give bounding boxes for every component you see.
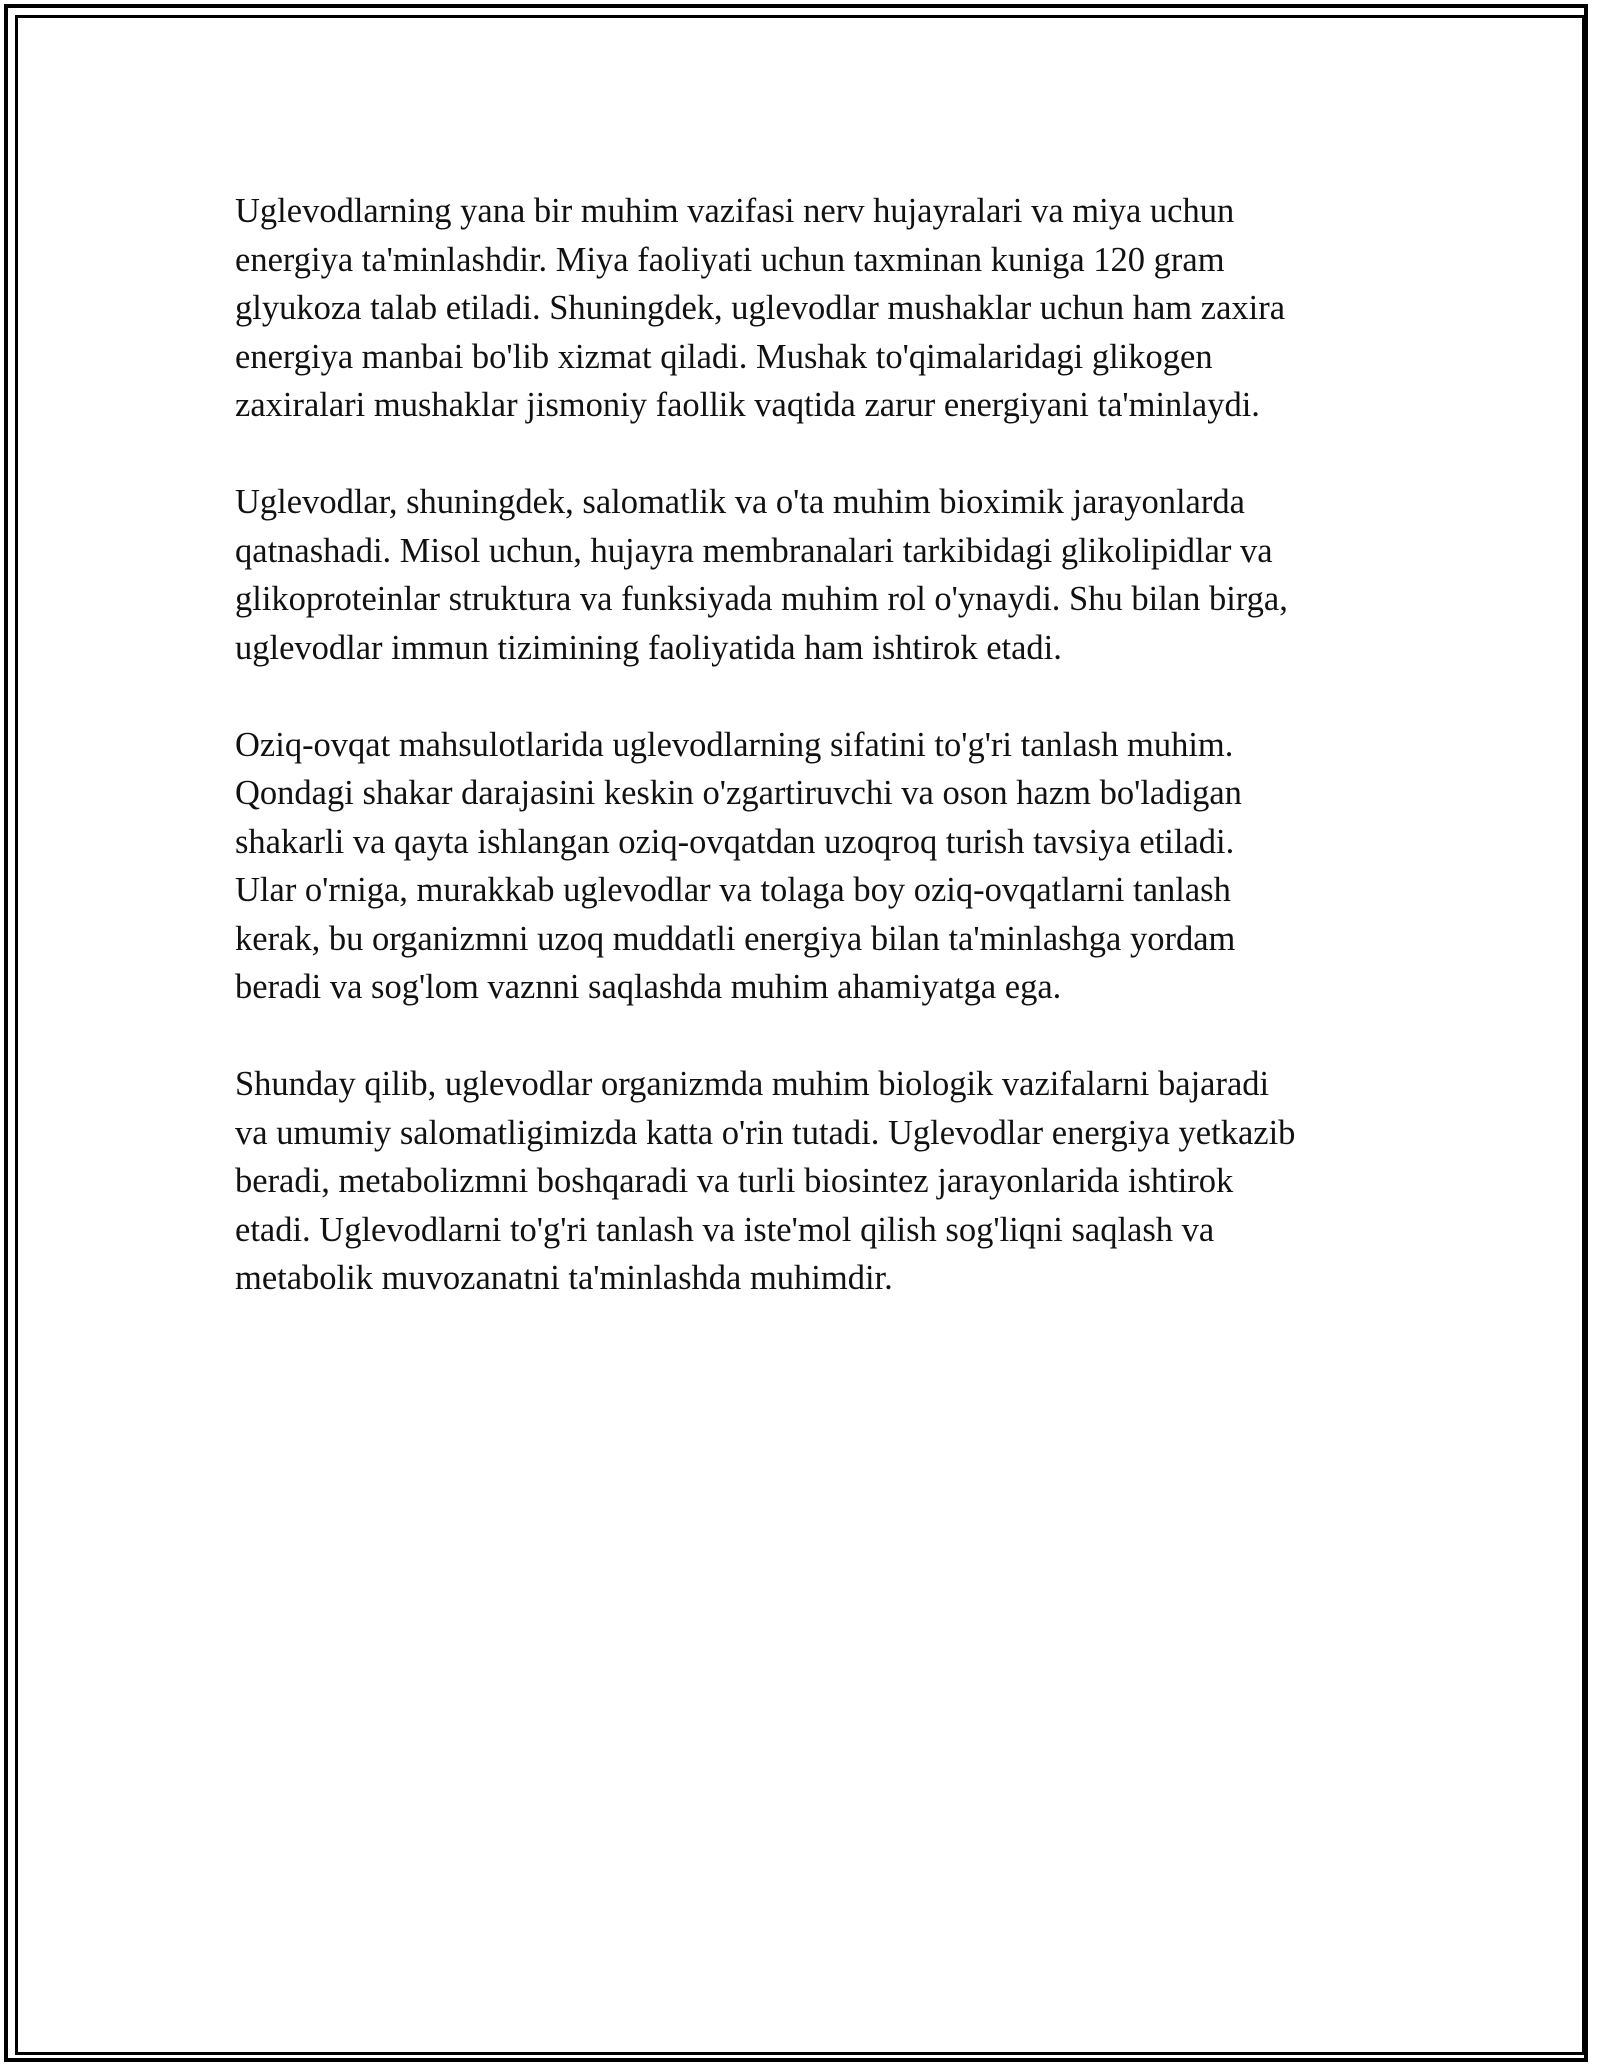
text-line: Shunday qilib, uglevodlar organizmda muhim biologik vazifalarni bajaradi bbox=[235, 1065, 1270, 1103]
text-line: Ular o'rniga, murakkab uglevodlar va tolaga boy oziq-ovqatlarni tanlash bbox=[235, 871, 1231, 909]
text-line: beradi va sog'lom vaznni saqlashda muhim ahamiyatga ega. bbox=[235, 968, 1062, 1006]
text-line: Qondagi shakar darajasini keskin o'zgartiruvchi va oson hazm bo'ladigan bbox=[235, 774, 1242, 812]
text-line: glikoproteinlar struktura va funksiyada muhim rol o'ynaydi. Shu bilan birga, bbox=[235, 580, 1288, 618]
text-line: kerak, bu organizmni uzoq muddatli energiya bilan ta'minlashga yordam bbox=[235, 919, 1236, 958]
document-body bbox=[235, 187, 1365, 1351]
text-line: glyukoza talab etiladi. Shuningdek, uglevodlar mushaklar uchun ham zaxira bbox=[235, 289, 1286, 327]
paragraph-4 bbox=[235, 1060, 1365, 1303]
paragraph-3 bbox=[235, 721, 1365, 1012]
text-line: va umumiy salomatligimizda katta o'rin tutadi. Uglevodlar energiya yetkazib bbox=[235, 1113, 1296, 1152]
text-line: energiya ta'minlashdir. Miya faoliyati uchun taxminan kuniga 120 gram bbox=[235, 240, 1225, 279]
paragraph-1 bbox=[235, 187, 1365, 430]
text-line: qatnashadi. Misol uchun, hujayra membranalari tarkibidagi glikolipidlar va bbox=[235, 531, 1273, 570]
text-line: shakarli va qayta ishlangan oziq-ovqatdan uzoqroq turish tavsiya etiladi. bbox=[235, 822, 1235, 861]
text-line: energiya manbai bo'lib xizmat qiladi. Mushak to'qimalaridagi glikogen bbox=[235, 337, 1213, 376]
text-line: Oziq-ovqat mahsulotlarida uglevodlarning sifatini to'g'ri tanlash muhim. bbox=[235, 725, 1234, 764]
text-line: metabolik muvozanatni ta'minlashda muhimdir. bbox=[235, 1259, 893, 1297]
text-line: Uglevodlarning yana bir muhim vazifasi nerv hujayralari va miya uchun bbox=[235, 192, 1235, 230]
text-line: Uglevodlar, shuningdek, salomatlik va o'ta muhim bioximik jarayonlarda bbox=[235, 483, 1245, 521]
text-line: beradi, metabolizmni boshqaradi va turli biosintez jarayonlarida ishtirok bbox=[235, 1162, 1234, 1200]
text-line: etadi. Uglevodlarni to'g'ri tanlash va iste'mol qilish sog'liqni saqlash va bbox=[235, 1210, 1215, 1249]
text-line: uglevodlar immun tizimining faoliyatida ham ishtirok etadi. bbox=[235, 628, 1062, 667]
text-line: zaxiralari mushaklar jismoniy faollik vaqtida zarur energiyani ta'minlaydi. bbox=[235, 386, 1260, 424]
paragraph-2 bbox=[235, 478, 1365, 672]
